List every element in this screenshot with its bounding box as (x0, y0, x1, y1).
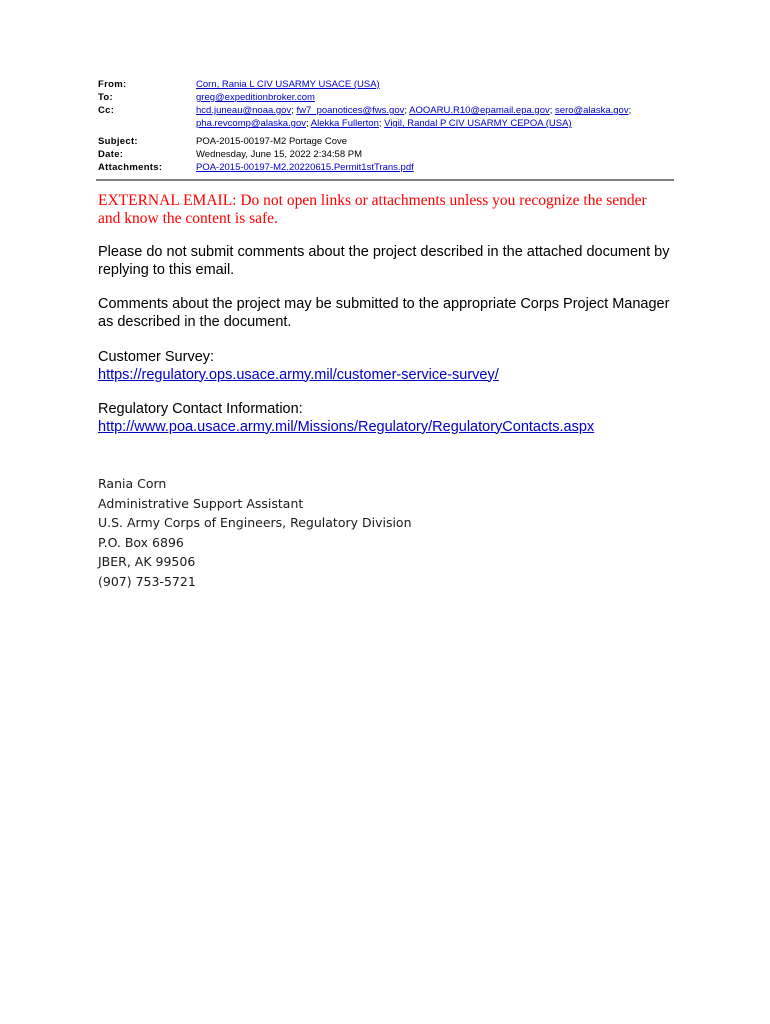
subject-value: POA-2015-00197-M2 Portage Cove (196, 136, 348, 147)
cc-link[interactable]: sero@alaska.gov (555, 105, 629, 116)
to-link[interactable]: greg@expeditionbroker.com (196, 92, 315, 103)
signature-po-box: P.O. Box 6896 (98, 534, 184, 550)
cc-link[interactable]: Alekka Fullerton (310, 118, 379, 129)
date-label: Date: (98, 149, 124, 160)
attachments-row (98, 161, 676, 174)
cc-label: Cc: (98, 105, 115, 116)
cc-row (98, 104, 676, 130)
to-row (98, 91, 676, 104)
signature-block (98, 474, 412, 591)
date-row (98, 148, 676, 161)
email-header (98, 78, 676, 174)
signature-city: JBER, AK 99506 (98, 554, 196, 569)
customer-survey-label: Customer Survey: (98, 349, 215, 365)
signature-name: Rania Corn (98, 476, 167, 491)
cc-link[interactable]: hcd.juneau@noaa.gov (196, 105, 292, 116)
body-paragraph-1: Please do not submit comments about the project described in the attached document by replying to this email. (98, 244, 670, 278)
attachment-link[interactable]: POA-2015-00197-M2.20220615.Permit1stTrans.pdf (196, 162, 414, 173)
to-label: To: (98, 92, 113, 103)
from-link[interactable]: Corn, Rania L CIV USARMY USACE (USA) (196, 79, 380, 90)
body-paragraph-2: Comments about the project may be submitted to the appropriate Corps Project Manager as described in the document. (98, 296, 670, 330)
cc-link[interactable]: Vigil, Randal P CIV USARMY CEPOA (USA) (384, 118, 572, 129)
subject-label: Subject: (98, 136, 138, 147)
subject-row (98, 135, 676, 148)
signature-org: U.S. Army Corps of Engineers, Regulatory Division (98, 515, 412, 530)
signature-title: Administrative Support Assistant (98, 495, 304, 511)
cc-recipients: hcd.juneau@noaa.gov; fw7_poanotices@fws.gov; AOOARU.R10@epamail.epa.gov; sero@alaska.gov; pha.revcomp@alaska.gov; Alekka Fullerton; Vigil, Randal P CIV USARMY CEPOA (USA) (196, 105, 632, 129)
cc-link[interactable]: AOOARU.R10@epamail.epa.gov (409, 105, 550, 116)
regulatory-contact-block (98, 401, 670, 436)
from-row (98, 78, 676, 91)
from-label: From: (98, 79, 127, 90)
regulatory-contact-label: Regulatory Contact Information: (98, 401, 303, 417)
attachments-label: Attachments: (98, 162, 163, 173)
regulatory-contact-link[interactable]: http://www.poa.usace.army.mil/Missions/Regulatory/RegulatoryContacts.aspx (98, 418, 595, 435)
date-value: Wednesday, June 15, 2022 2:34:58 PM (196, 149, 363, 160)
cc-link[interactable]: fw7_poanotices@fws.gov (296, 105, 405, 116)
cc-link[interactable]: pha.revcomp@alaska.gov (196, 118, 306, 129)
header-divider (96, 179, 674, 181)
customer-survey-block (98, 349, 670, 384)
external-email-warning: EXTERNAL EMAIL: Do not open links or attachments unless you recognize the sender and know the content is safe. (98, 192, 647, 227)
signature-phone: (907) 753-5721 (98, 573, 196, 589)
customer-survey-link[interactable]: https://regulatory.ops.usace.army.mil/customer-service-survey/ (98, 366, 499, 383)
